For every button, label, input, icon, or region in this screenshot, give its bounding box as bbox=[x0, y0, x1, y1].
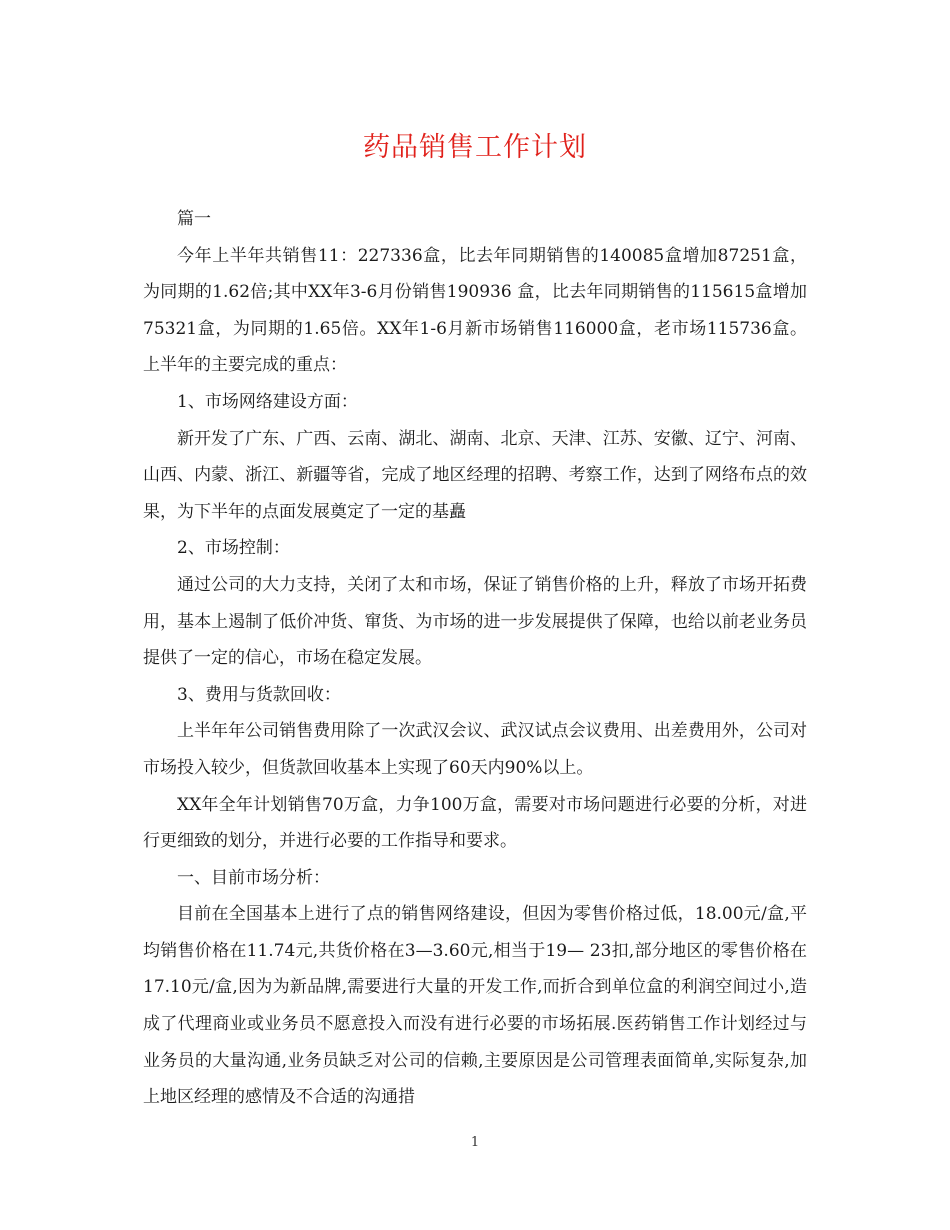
subsection-heading: 一、目前市场分析： bbox=[177, 867, 330, 888]
paragraph: 新开发了广东、广西、云南、湖北、湖南、北京、天津、江苏、安徽、辽宁、河南、山西、内蒙、浙江、新疆等省，完成了地区经理的招聘、考察工作，达到了网络布点的效果，为下半年的点面发展奠定了一定的基矗 bbox=[143, 428, 807, 522]
paragraph: 通过公司的大力支持，关闭了太和市场，保证了销售价格的上升，释放了市场开拓费用，基本上遏制了低价冲货、窜货、为市场的进一步发展提供了保障，也给以前老业务员提供了一定的信心，市场在稳定发展。 bbox=[143, 574, 807, 669]
subsection-heading: 1、市场网络建设方面： bbox=[177, 391, 358, 412]
page-number: 1 bbox=[470, 1135, 480, 1150]
paragraph: 今年上半年共销售11：227336盒，比去年同期销售的140085盒增加87251盒，为同期的1.62倍;其中XX年3-6月份销售190936 盒，比去年同期销售的115615盒增加75321盒，为同期的1.65倍。XX年1-6月新市场销售116000盒，老市场115736盒。 上半年的主要完成的重点： bbox=[143, 245, 807, 376]
paragraph: 上半年年公司销售费用除了一次武汉会议、武汉试点会议费用、出差费用外，公司对市场投入较少，但货款回收基本上实现了60天内90%以上。 bbox=[143, 721, 807, 778]
subsection-heading: 3、费用与货款回收： bbox=[177, 684, 341, 705]
section-heading: 篇一 bbox=[177, 209, 211, 229]
subsection-heading: 2、市场控制： bbox=[177, 538, 290, 559]
paragraph: 目前在全国基本上进行了点的销售网络建设，但因为零售价格过低，18.00元/盒,平均销售价格在11.74元,共货价格在3—3.60元,相当于19— 23扣,部分地区的零售价格在17.10元/盒,因为为新品牌,需要进行大量的开发工作,而折合到单位盒的利润空间过小,造成了代理商业或业务员不愿意投入而没有进行必要的市场拓展.医药销售工作计划经过与业务员的大量沟通,业务员缺乏对公司的信赖,主要原因是公司管理表面简单,实际复杂,加上地区经理的感情及不合适的沟通措 bbox=[143, 904, 807, 1108]
paragraph: XX年全年计划销售70万盒，力争100万盒，需要对市场问题进行必要的分析，对进行更细致的划分，并进行必要的工作指导和要求。 bbox=[143, 794, 807, 852]
document-body bbox=[143, 201, 807, 1116]
document-title: 药品销售工作计划 bbox=[363, 132, 587, 163]
